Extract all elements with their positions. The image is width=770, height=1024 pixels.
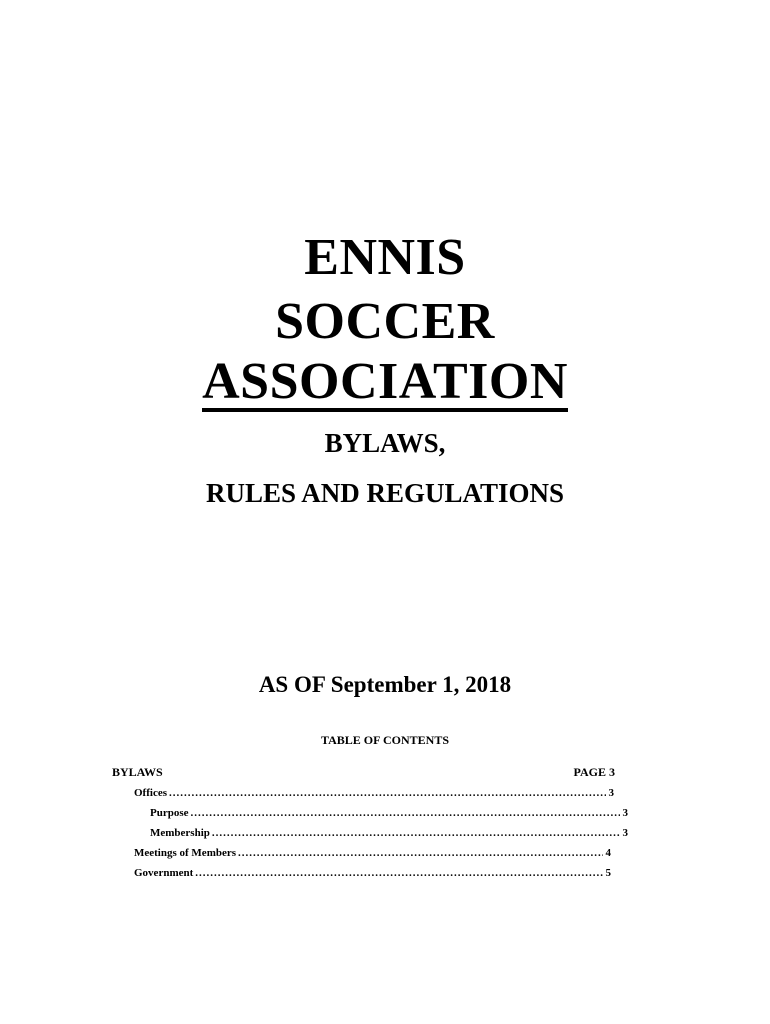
toc-entry-page: 3 (608, 787, 614, 799)
subtitle-rules: RULES AND REGULATIONS (205, 478, 565, 508)
toc-entry-label: Meetings of Members (134, 847, 237, 859)
toc-entry-page: 3 (622, 827, 628, 839)
toc-entry-label: Purpose (150, 807, 189, 819)
effective-date: AS OF September 1, 2018 (258, 672, 512, 697)
toc-entry-label: Government (134, 867, 194, 879)
title-line-soccer: SOCCER (275, 293, 495, 350)
toc-entry-purpose (150, 806, 628, 820)
toc-leader-dots (167, 786, 606, 800)
toc-section-bylaws (112, 764, 615, 780)
title-line-ennis: ENNIS (304, 229, 466, 286)
toc-entry-membership (150, 826, 628, 840)
toc-entry-page: 5 (605, 867, 611, 879)
toc-entry-label: Offices (134, 787, 167, 799)
toc-entry-government (134, 866, 611, 880)
toc-entry-meetings-of-members (134, 846, 611, 860)
toc-leader-dots (193, 866, 602, 880)
toc-leader-dots (189, 806, 620, 820)
toc-heading: TABLE OF CONTENTS (320, 733, 450, 747)
toc-leader-dots (210, 826, 620, 840)
title-line-association (0, 352, 770, 412)
title-underlined-text: ASSOCIATION (202, 353, 568, 410)
toc-entry-offices (134, 786, 614, 800)
toc-section-label: BYLAWS (112, 765, 163, 779)
toc-entry-page: 3 (622, 807, 628, 819)
toc-entry-label: Membership (150, 827, 210, 839)
toc-entry-page: 4 (605, 847, 611, 859)
toc-leader-dots (236, 846, 602, 860)
toc-section-page: PAGE 3 (573, 765, 615, 779)
subtitle-bylaws: BYLAWS, (324, 428, 446, 458)
